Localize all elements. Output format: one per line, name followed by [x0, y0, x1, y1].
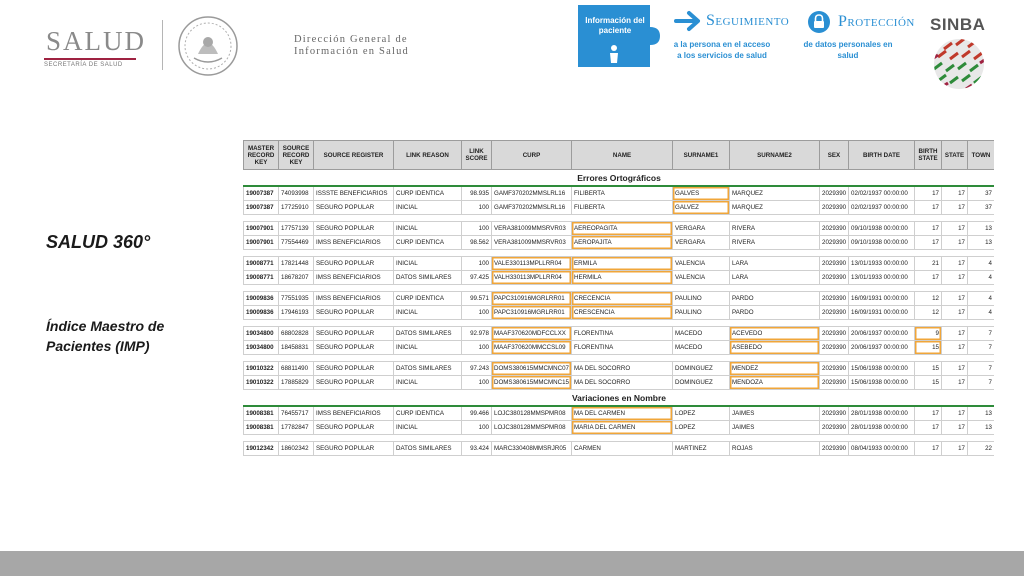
- table-cell: CURP IDENTICA: [394, 236, 462, 250]
- table-cell: VALE330113MPLLRR04: [492, 257, 572, 271]
- table-cell: 37: [968, 201, 995, 215]
- table-cell: VALENCIA: [673, 271, 730, 285]
- caption-salud-360: SALUD 360°: [46, 232, 151, 252]
- table-row[interactable]: [244, 236, 995, 250]
- logo-divider: [162, 20, 163, 70]
- column-header: MASTER RECORD KEY: [244, 141, 279, 170]
- table-row[interactable]: [244, 306, 995, 320]
- table-cell: DATOS SIMILARES: [394, 442, 462, 456]
- table-cell: AEREOPAGITA: [572, 222, 673, 236]
- section-heading: Variaciones en Nombre: [244, 390, 995, 407]
- table-cell: 2029390: [820, 201, 849, 215]
- table-cell: 19007387: [244, 186, 279, 201]
- table-cell: 18602342: [279, 442, 314, 456]
- table-row[interactable]: [244, 271, 995, 285]
- table-cell: INICIAL: [394, 341, 462, 355]
- table-cell: DOMINGUEZ: [673, 376, 730, 390]
- table-cell: AEROPAJITA: [572, 236, 673, 250]
- table-cell: 19034800: [244, 341, 279, 355]
- table-cell: PARDO: [730, 306, 820, 320]
- table-cell: FLORENTINA: [572, 341, 673, 355]
- table-cell: GALVES: [673, 186, 730, 201]
- table-cell: 9: [915, 327, 942, 341]
- table-cell: 17: [942, 201, 968, 215]
- table-cell: 16/09/1931 00:00:00: [849, 306, 915, 320]
- table-cell: 2029390: [820, 236, 849, 250]
- table-cell: 20/06/1937 00:00:00: [849, 327, 915, 341]
- group-spacer: [244, 215, 995, 222]
- table-cell: 98.562: [462, 236, 492, 250]
- table-cell: 17: [915, 186, 942, 201]
- table-cell: 17: [942, 327, 968, 341]
- group-spacer: [244, 355, 995, 362]
- table-cell: FILIBERTA: [572, 201, 673, 215]
- table-header-row: [244, 141, 995, 170]
- table-cell: 17: [915, 421, 942, 435]
- info-tile-label: Información del paciente: [585, 16, 645, 35]
- table-cell: 17: [942, 292, 968, 306]
- table-cell: 13: [968, 406, 995, 421]
- table-cell: 77551935: [279, 292, 314, 306]
- table-cell: 92.978: [462, 327, 492, 341]
- table-cell: 99.571: [462, 292, 492, 306]
- table-cell: 4: [968, 271, 995, 285]
- table-cell: 7: [968, 376, 995, 390]
- arrow-right-icon: [674, 10, 704, 32]
- table-cell: 17946193: [279, 306, 314, 320]
- table-cell: MACEDO: [673, 327, 730, 341]
- seguimiento-subtitle: a la persona en el acceso a los servicios de salud: [673, 40, 771, 60]
- table-cell: 76455717: [279, 406, 314, 421]
- table-cell: 18458831: [279, 341, 314, 355]
- table-cell: 17725910: [279, 201, 314, 215]
- table-body: [244, 170, 995, 456]
- table-cell: IMSS BENEFICIARIOS: [314, 406, 394, 421]
- table-cell: INICIAL: [394, 306, 462, 320]
- table-cell: SEGURO POPULAR: [314, 376, 394, 390]
- table-cell: 98.935: [462, 186, 492, 201]
- table-cell: 68802828: [279, 327, 314, 341]
- table-cell: 19010322: [244, 376, 279, 390]
- table-cell: MACEDO: [673, 341, 730, 355]
- table-cell: VERGARA: [673, 222, 730, 236]
- table-cell: 7: [968, 327, 995, 341]
- table-cell: MARC330408MMSRJR05: [492, 442, 572, 456]
- table-cell: MENDEZ: [730, 362, 820, 376]
- table-cell: 22: [968, 442, 995, 456]
- table-cell: 97.425: [462, 271, 492, 285]
- table-cell: SEGURO POPULAR: [314, 442, 394, 456]
- table-cell: DATOS SIMILARES: [394, 362, 462, 376]
- table-cell: MA DEL SOCORRO: [572, 362, 673, 376]
- table-cell: 17: [942, 406, 968, 421]
- dgis-line-2: Información en Salud: [294, 46, 409, 57]
- table-cell: 17: [942, 362, 968, 376]
- table-cell: 02/02/1937 00:00:00: [849, 201, 915, 215]
- table-cell: 15: [915, 362, 942, 376]
- table-cell: 17: [915, 222, 942, 236]
- table-cell: 2029390: [820, 362, 849, 376]
- table-cell: 12: [915, 292, 942, 306]
- table-cell: 2029390: [820, 257, 849, 271]
- table-cell: 17: [915, 406, 942, 421]
- table-row[interactable]: [244, 292, 995, 306]
- dgis-title: [294, 34, 409, 58]
- table-cell: 100: [462, 201, 492, 215]
- table-row[interactable]: [244, 406, 995, 421]
- column-header: TOWN: [968, 141, 995, 170]
- table-cell: 4: [968, 257, 995, 271]
- column-header: STATE: [942, 141, 968, 170]
- table-row[interactable]: [244, 362, 995, 376]
- section-heading: Errores Ortográficos: [244, 170, 995, 187]
- table-cell: 17782847: [279, 421, 314, 435]
- table-cell: 100: [462, 306, 492, 320]
- table-cell: 2029390: [820, 341, 849, 355]
- table-cell: MA DEL SOCORRO: [572, 376, 673, 390]
- table-cell: 2029390: [820, 376, 849, 390]
- table-cell: SEGURO POPULAR: [314, 362, 394, 376]
- table-row[interactable]: [244, 327, 995, 341]
- puzzle-person-icon: [578, 5, 660, 67]
- table-cell: 12: [915, 306, 942, 320]
- table-cell: VALENCIA: [673, 257, 730, 271]
- salud-logo-bar: [44, 58, 136, 60]
- table-cell: 100: [462, 341, 492, 355]
- table-cell: 2029390: [820, 421, 849, 435]
- table-cell: 19007901: [244, 236, 279, 250]
- table-row[interactable]: [244, 222, 995, 236]
- section-heading-row: [244, 390, 995, 407]
- column-header: NAME: [572, 141, 673, 170]
- table-cell: 17757139: [279, 222, 314, 236]
- dgis-line-1: Dirección General de: [294, 34, 408, 45]
- table-cell: JAIMES: [730, 406, 820, 421]
- table-cell: ACEVEDO: [730, 327, 820, 341]
- proteccion-subtitle: de datos personales en salud: [803, 40, 893, 60]
- table-cell: 09/10/1938 00:00:00: [849, 236, 915, 250]
- lock-icon: [808, 10, 830, 34]
- table-cell: 100: [462, 257, 492, 271]
- table-cell: 17: [942, 257, 968, 271]
- proteccion-title: Protección: [838, 13, 915, 30]
- table-row[interactable]: [244, 201, 995, 215]
- table-cell: 19034800: [244, 327, 279, 341]
- table-cell: 17: [942, 421, 968, 435]
- column-header: LINK REASON: [394, 141, 462, 170]
- table-cell: 15: [915, 341, 942, 355]
- table-cell: 18678207: [279, 271, 314, 285]
- table-cell: 4: [968, 306, 995, 320]
- table-cell: PAPC310916MGRLRR01: [492, 306, 572, 320]
- table-cell: 17: [942, 236, 968, 250]
- table-cell: IMSS BENEFICIARIOS: [314, 271, 394, 285]
- table-cell: 17: [915, 201, 942, 215]
- table-cell: GAMF370202MMSLRL16: [492, 186, 572, 201]
- seguimiento-title: Seguimiento: [706, 12, 790, 29]
- table-cell: LARA: [730, 257, 820, 271]
- table-cell: 19009836: [244, 306, 279, 320]
- table-cell: 19007387: [244, 201, 279, 215]
- table-cell: 17: [915, 271, 942, 285]
- table-cell: 19008771: [244, 271, 279, 285]
- table-cell: 15: [915, 376, 942, 390]
- table-cell: 17: [942, 186, 968, 201]
- table-cell: 13/01/1933 00:00:00: [849, 257, 915, 271]
- patient-index-table: [243, 140, 994, 496]
- table-cell: 68811490: [279, 362, 314, 376]
- table-cell: 97.243: [462, 362, 492, 376]
- table-cell: 17: [915, 442, 942, 456]
- table-cell: 7: [968, 341, 995, 355]
- table-cell: 19009836: [244, 292, 279, 306]
- footer-bar: [0, 551, 1024, 576]
- table-cell: GAMF370202MMSLRL16: [492, 201, 572, 215]
- table-cell: 28/01/1938 00:00:00: [849, 406, 915, 421]
- table-cell: SEGURO POPULAR: [314, 421, 394, 435]
- table-cell: 17821448: [279, 257, 314, 271]
- table-cell: SEGURO POPULAR: [314, 341, 394, 355]
- group-spacer: [244, 285, 995, 292]
- table-cell: SEGURO POPULAR: [314, 327, 394, 341]
- table-cell: 17885829: [279, 376, 314, 390]
- table-cell: 99.466: [462, 406, 492, 421]
- column-header: SURNAME1: [673, 141, 730, 170]
- table-cell: 17: [942, 222, 968, 236]
- group-spacer: [244, 435, 995, 442]
- table-cell: LOPEZ: [673, 406, 730, 421]
- table-cell: LOJC380128MMSPMR08: [492, 406, 572, 421]
- table-cell: IMSS BENEFICIARIOS: [314, 236, 394, 250]
- table-cell: DOMINGUEZ: [673, 362, 730, 376]
- table-cell: RIVERA: [730, 236, 820, 250]
- table-cell: 2029390: [820, 186, 849, 201]
- table-cell: 2029390: [820, 292, 849, 306]
- table-cell: ERMILA: [572, 257, 673, 271]
- table-cell: 28/01/1938 00:00:00: [849, 421, 915, 435]
- table-cell: DATOS SIMILARES: [394, 327, 462, 341]
- table-cell: RIVERA: [730, 222, 820, 236]
- table-cell: ROJAS: [730, 442, 820, 456]
- table-cell: 13: [968, 236, 995, 250]
- column-header: SURNAME2: [730, 141, 820, 170]
- column-header: SEX: [820, 141, 849, 170]
- table-cell: CURP IDENTICA: [394, 186, 462, 201]
- section-heading-row: [244, 170, 995, 187]
- table-cell: JAIMES: [730, 421, 820, 435]
- table-cell: 08/04/1933 00:00:00: [849, 442, 915, 456]
- column-header: CURP: [492, 141, 572, 170]
- table-cell: 74093998: [279, 186, 314, 201]
- table-cell: 17: [942, 442, 968, 456]
- table-cell: 77554469: [279, 236, 314, 250]
- table-cell: 2029390: [820, 222, 849, 236]
- table-row[interactable]: [244, 376, 995, 390]
- table-cell: CRECENCIA: [572, 292, 673, 306]
- table-cell: 15/06/1938 00:00:00: [849, 362, 915, 376]
- table-cell: DOMS380615MMCMNC07: [492, 362, 572, 376]
- table-cell: 37: [968, 186, 995, 201]
- table-cell: DATOS SIMILARES: [394, 271, 462, 285]
- table-cell: 17: [942, 341, 968, 355]
- table-cell: SEGURO POPULAR: [314, 257, 394, 271]
- table-cell: CRESCENCIA: [572, 306, 673, 320]
- table-cell: 17: [942, 306, 968, 320]
- table-cell: 2029390: [820, 327, 849, 341]
- table-cell: LOPEZ: [673, 421, 730, 435]
- table-cell: 09/10/1938 00:00:00: [849, 222, 915, 236]
- table-cell: MAAF370620MDFCCLXX: [492, 327, 572, 341]
- table-cell: PARDO: [730, 292, 820, 306]
- table-cell: 02/02/1937 00:00:00: [849, 186, 915, 201]
- table-row[interactable]: [244, 442, 995, 456]
- table-cell: CURP IDENTICA: [394, 292, 462, 306]
- seal-icon: [176, 14, 240, 78]
- table-cell: SEGURO POPULAR: [314, 201, 394, 215]
- caption-imp: Índice Maestro de Pacientes (IMP): [46, 318, 165, 354]
- column-header: BIRTH STATE: [915, 141, 942, 170]
- table-cell: 2029390: [820, 442, 849, 456]
- table-cell: PAULINO: [673, 306, 730, 320]
- table-cell: 15/06/1938 00:00:00: [849, 376, 915, 390]
- table-cell: VERGARA: [673, 236, 730, 250]
- table-cell: INICIAL: [394, 201, 462, 215]
- salud-logo-text: SALUD: [46, 26, 147, 56]
- column-header: BIRTH DATE: [849, 141, 915, 170]
- table-cell: SEGURO POPULAR: [314, 306, 394, 320]
- table-cell: 100: [462, 376, 492, 390]
- column-header: SOURCE RECORD KEY: [279, 141, 314, 170]
- table-cell: HERMILA: [572, 271, 673, 285]
- table-cell: PAULINO: [673, 292, 730, 306]
- sinba-title: SINBA: [930, 15, 986, 34]
- table-cell: 19008771: [244, 257, 279, 271]
- table-cell: DOMS380615MMCMNC15: [492, 376, 572, 390]
- table-cell: IMSS BENEFICIARIOS: [314, 292, 394, 306]
- table-cell: INICIAL: [394, 257, 462, 271]
- salud-logo: [34, 22, 154, 70]
- table-cell: 2029390: [820, 306, 849, 320]
- group-spacer: [244, 250, 995, 257]
- table-cell: CURP IDENTICA: [394, 406, 462, 421]
- table-cell: 17: [942, 376, 968, 390]
- table-row[interactable]: [244, 341, 995, 355]
- table-cell: 100: [462, 421, 492, 435]
- table-cell: 7: [968, 362, 995, 376]
- table-cell: 93.424: [462, 442, 492, 456]
- table-cell: SEGURO POPULAR: [314, 222, 394, 236]
- table-cell: PAPC310916MGRLRR01: [492, 292, 572, 306]
- column-header: SOURCE REGISTER: [314, 141, 394, 170]
- table-cell: 19008381: [244, 406, 279, 421]
- table-cell: INICIAL: [394, 222, 462, 236]
- table-cell: CARMEN: [572, 442, 673, 456]
- table-row[interactable]: [244, 421, 995, 435]
- table-cell: MARTINEZ: [673, 442, 730, 456]
- table-cell: MENDOZA: [730, 376, 820, 390]
- salud-logo-subtitle: SECRETARÍA DE SALUD: [44, 62, 123, 68]
- table-cell: 17: [915, 236, 942, 250]
- table-row[interactable]: [244, 257, 995, 271]
- table-cell: LOJC380128MMSPMR08: [492, 421, 572, 435]
- table-cell: 2029390: [820, 271, 849, 285]
- table-cell: VERA381009MMSRVR03: [492, 236, 572, 250]
- sinba-globe-icon: [930, 37, 988, 91]
- table-cell: 100: [462, 222, 492, 236]
- table-cell: FILIBERTA: [572, 186, 673, 201]
- table-cell: MA DEL CARMEN: [572, 406, 673, 421]
- table-cell: VERA381009MMSRVR03: [492, 222, 572, 236]
- table-cell: GALVEZ: [673, 201, 730, 215]
- table-cell: 13/01/1933 00:00:00: [849, 271, 915, 285]
- table-cell: MARIA DEL CARMEN: [572, 421, 673, 435]
- table-cell: LARA: [730, 271, 820, 285]
- table-cell: 19012342: [244, 442, 279, 456]
- table-cell: 19007901: [244, 222, 279, 236]
- table-cell: 20/06/1937 00:00:00: [849, 341, 915, 355]
- table-cell: 2029390: [820, 406, 849, 421]
- table-cell: 13: [968, 222, 995, 236]
- table-cell: 17: [942, 271, 968, 285]
- table-cell: ISSSTE BENEFICIARIOS: [314, 186, 394, 201]
- table-cell: 13: [968, 421, 995, 435]
- table-cell: ASEBEDO: [730, 341, 820, 355]
- table-cell: MARQUEZ: [730, 186, 820, 201]
- table-cell: 19008381: [244, 421, 279, 435]
- table-cell: MAAF370620MMCCSL09: [492, 341, 572, 355]
- table-cell: 16/09/1931 00:00:00: [849, 292, 915, 306]
- table-row[interactable]: [244, 186, 995, 201]
- group-spacer: [244, 320, 995, 327]
- table-cell: INICIAL: [394, 421, 462, 435]
- table-cell: 4: [968, 292, 995, 306]
- table-cell: 19010322: [244, 362, 279, 376]
- table-cell: VALH330113MPLLRR04: [492, 271, 572, 285]
- table-cell: INICIAL: [394, 376, 462, 390]
- table-cell: FLORENTINA: [572, 327, 673, 341]
- table-cell: 21: [915, 257, 942, 271]
- table-cell: MARQUEZ: [730, 201, 820, 215]
- column-header: LINK SCORE: [462, 141, 492, 170]
